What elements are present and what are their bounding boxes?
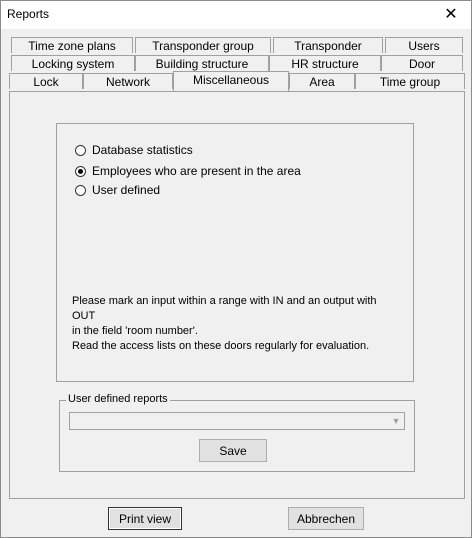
info-line-2: in the field 'room number'. — [72, 325, 198, 337]
tab-time-group[interactable]: Time group — [355, 73, 465, 89]
tab-building-structure[interactable]: Building structure — [135, 55, 269, 71]
tab-locking-system[interactable]: Locking system — [11, 55, 135, 71]
radio-database-statistics[interactable] — [75, 145, 86, 156]
option-employees-present[interactable] — [75, 164, 301, 178]
radio-employees-present[interactable] — [75, 166, 86, 177]
tab-area[interactable]: Area — [289, 73, 355, 89]
info-text — [72, 294, 402, 354]
user-defined-reports-select[interactable] — [69, 412, 405, 430]
title-bar — [1, 1, 471, 29]
cancel-button[interactable]: Abbrechen — [288, 507, 364, 530]
info-line-3: Read the access lists on these doors regularly for evaluation. — [72, 340, 370, 352]
close-icon: ✕ — [444, 6, 458, 23]
window-title: Reports — [7, 7, 50, 21]
tab-hr-structure[interactable]: HR structure — [269, 55, 381, 71]
tab-users[interactable]: Users — [385, 37, 463, 53]
user-defined-reports-group — [59, 393, 415, 472]
option-label: Employees who are present in the area — [92, 164, 301, 178]
tab-lock[interactable]: Lock — [9, 73, 83, 89]
tab-miscellaneous[interactable]: Miscellaneous — [173, 71, 289, 91]
info-line-1: Please mark an input within a range with IN and an output with OUT — [72, 295, 377, 322]
user-defined-reports-legend: User defined reports — [68, 393, 168, 405]
report-options-group — [56, 123, 414, 382]
close-button[interactable] — [431, 1, 471, 29]
tab-transponder-group[interactable]: Transponder group — [135, 37, 271, 53]
tab-door[interactable]: Door — [381, 55, 463, 71]
option-label: User defined — [92, 183, 161, 197]
option-user-defined[interactable] — [75, 183, 160, 197]
option-database-statistics[interactable] — [75, 143, 193, 157]
tab-transponder[interactable]: Transponder — [273, 37, 383, 53]
save-button[interactable]: Save — [199, 439, 267, 462]
option-label: Database statistics — [92, 143, 193, 157]
chevron-down-icon[interactable]: ▼ — [391, 416, 401, 426]
tab-network[interactable]: Network — [83, 73, 173, 89]
print-view-button[interactable]: Print view — [108, 507, 182, 530]
radio-user-defined[interactable] — [75, 185, 86, 196]
tab-time-zone-plans[interactable]: Time zone plans — [11, 37, 133, 53]
